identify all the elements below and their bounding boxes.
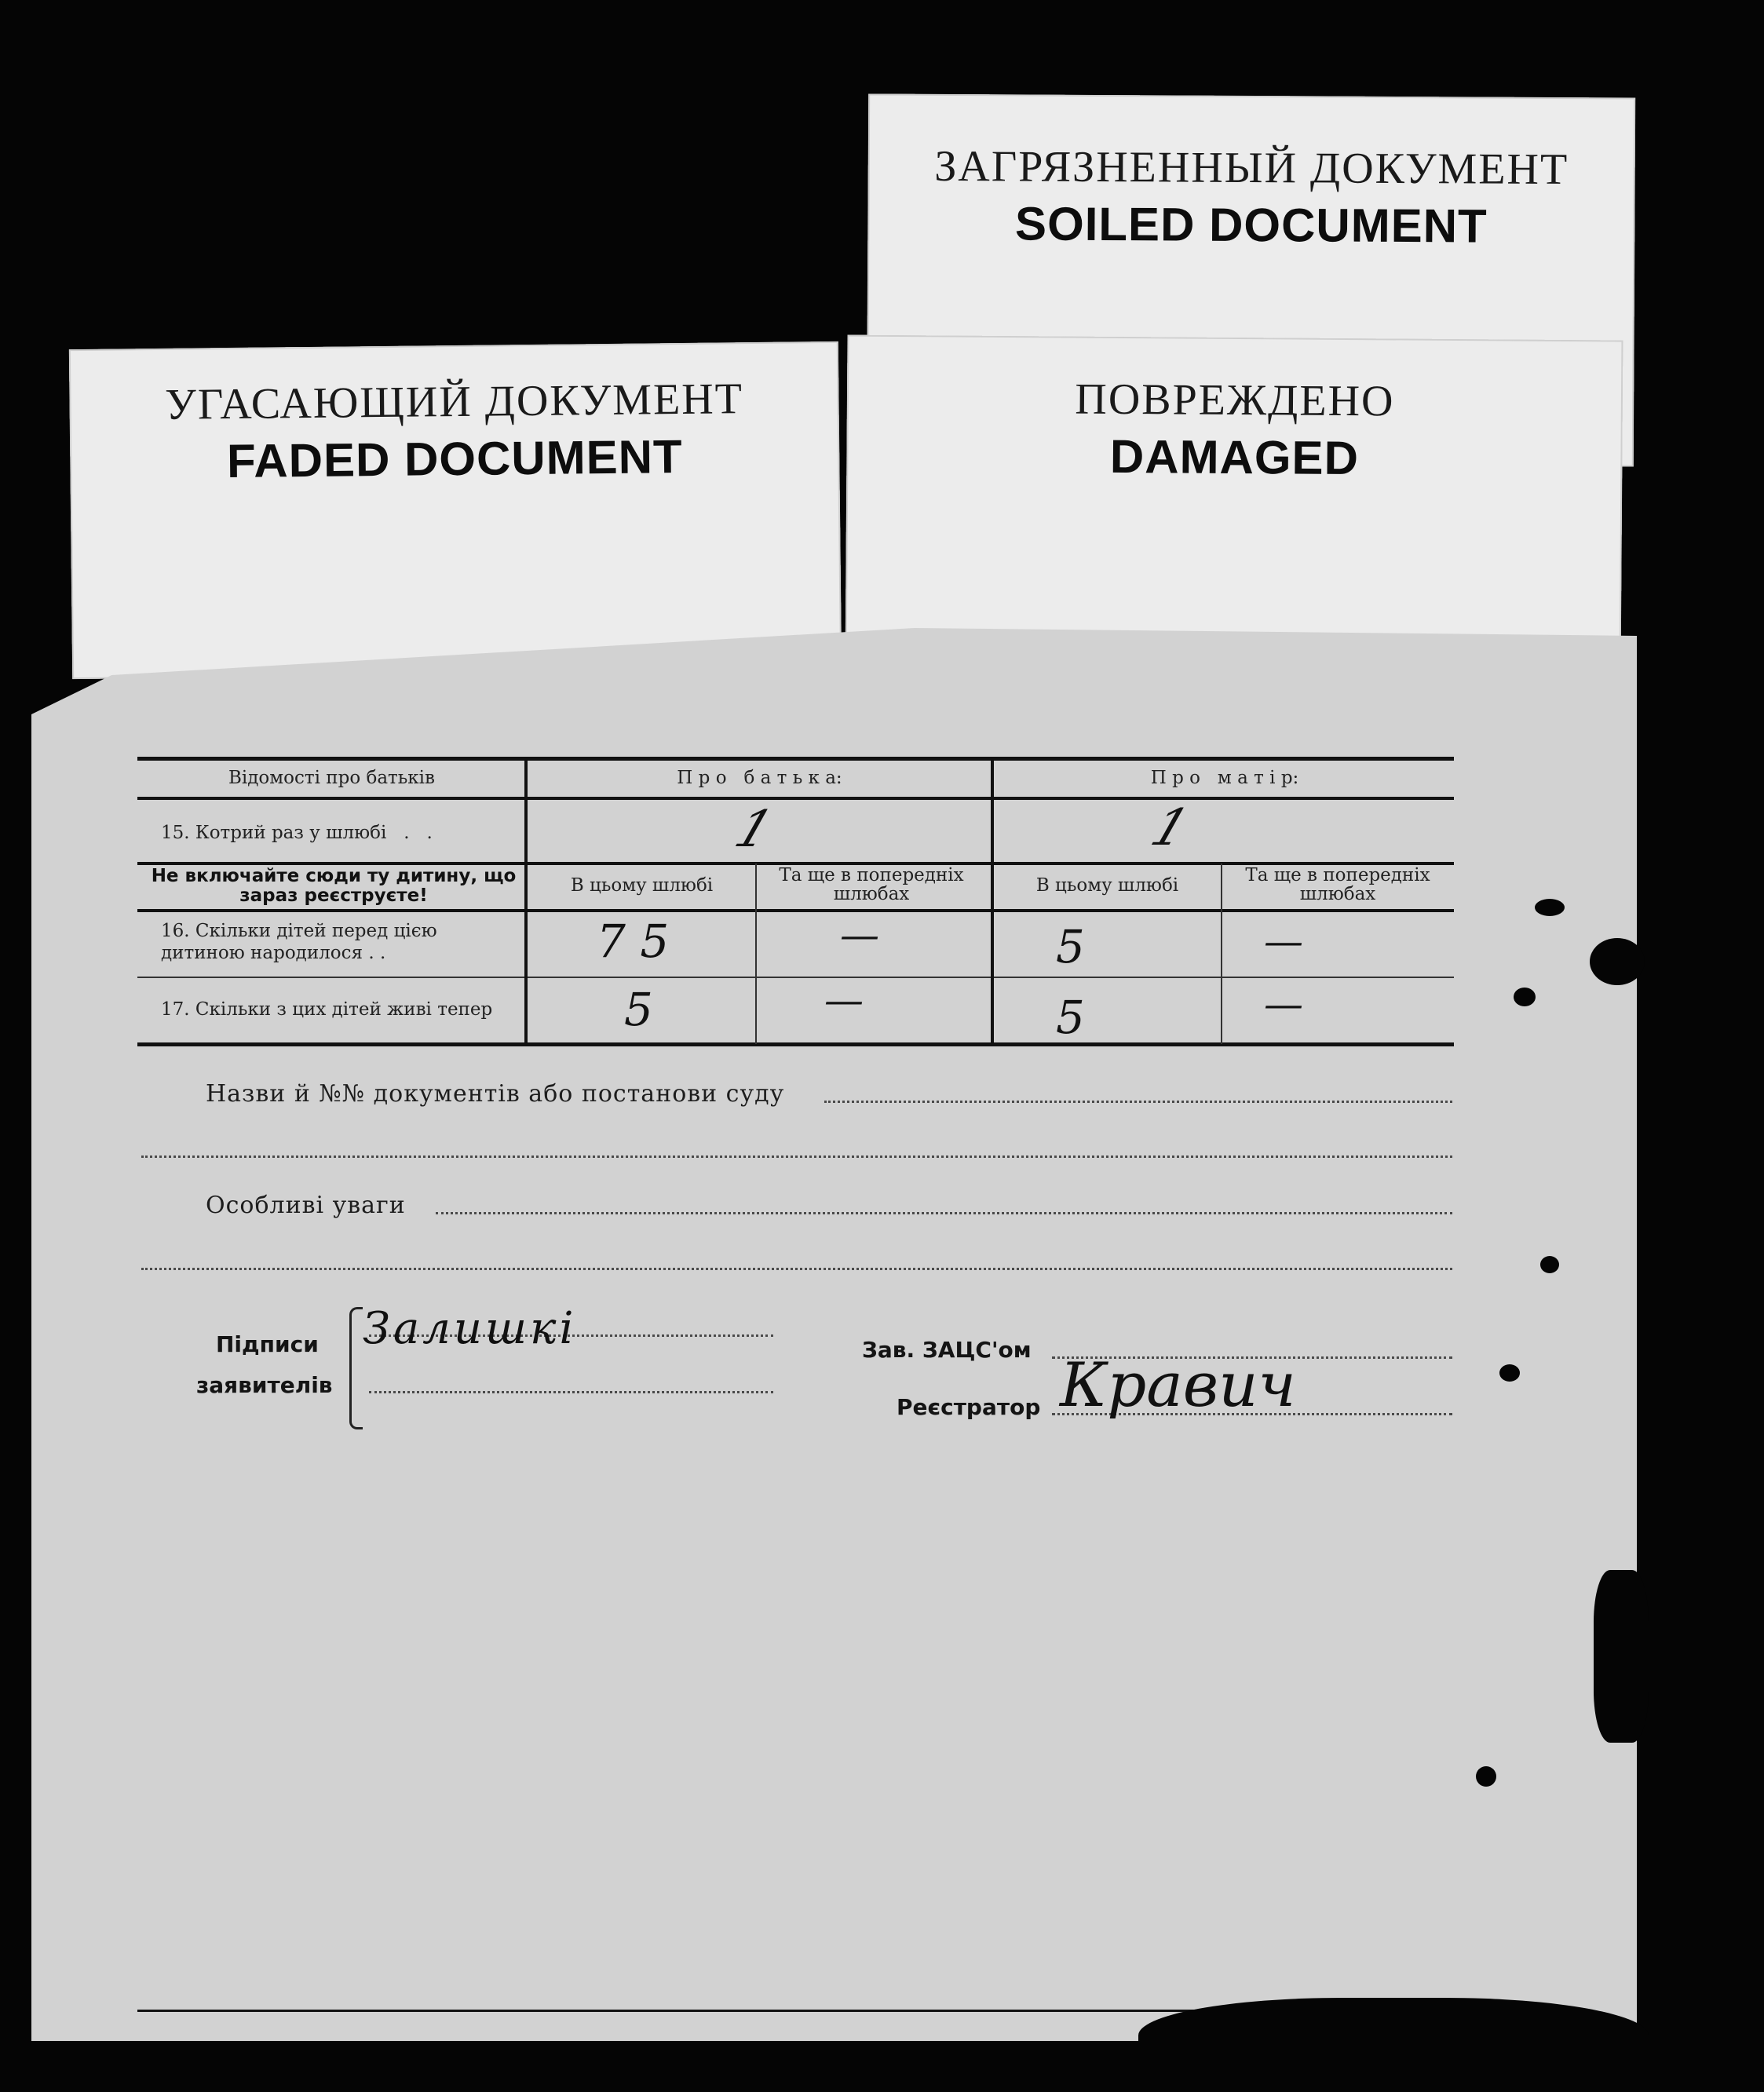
signatures-brace — [349, 1307, 363, 1429]
mother-previous-marriages-header: Та ще в попередніх шлюбах — [1245, 865, 1430, 904]
row17-label: 17. Скільки з цих дітей живі тепер — [161, 999, 493, 1020]
remarks-line-2 — [141, 1268, 1452, 1270]
mother-this-marriage-header: В цьому шлюбі — [1035, 875, 1179, 896]
father-this-marriage-header: В цьому шлюбі — [570, 875, 714, 896]
signatures-label-2: заявителів — [196, 1372, 333, 1398]
documents-line — [824, 1101, 1452, 1103]
faded-notice-en: FADED DOCUMENT — [226, 429, 683, 488]
row17-mother-this: 5 — [1056, 991, 1085, 1044]
applicant-signature: Залишкі — [363, 1303, 577, 1354]
father-previous-marriages-header: Та ще в попередніх шлюбах — [779, 865, 964, 904]
faded-document-notice — [69, 341, 842, 679]
damage-hole — [1514, 988, 1536, 1006]
exclude-child-note: Не включайте сюди ту дитину, що зараз реєструєте! — [151, 866, 517, 906]
remarks-label: Особливі уваги — [206, 1192, 406, 1219]
row16-mother-this: 5 — [1056, 920, 1085, 973]
damage-hole — [1476, 1766, 1496, 1787]
row17-father-this: 5 — [624, 983, 653, 1036]
row17-mother-prev: — — [1264, 981, 1303, 1027]
header-parents-info: Відомості про батьків — [228, 768, 435, 788]
documents-line-2 — [141, 1156, 1452, 1158]
head-of-registry-label: Зав. ЗАЦС'ом — [862, 1337, 1032, 1363]
remarks-line — [436, 1212, 1452, 1214]
header-about-mother: П р о м а т і р: — [1150, 768, 1299, 788]
row15-father-value: 1 — [727, 801, 781, 859]
documents-label: Назви й №№ документів або постанови суду — [206, 1080, 785, 1108]
registrar-signature: Кравич — [1060, 1350, 1296, 1421]
row16-father-prev: — — [840, 912, 879, 958]
soiled-notice-en: SOILED DOCUMENT — [1014, 197, 1488, 253]
damage-hole — [1499, 1364, 1520, 1382]
row16-label: 16. Скільки дітей перед цією дитиною народилося . . — [161, 921, 437, 963]
damage-hole — [1535, 899, 1565, 916]
damage-tear — [1590, 938, 1645, 985]
damaged-notice — [845, 335, 1623, 678]
faded-notice-ru: УГАСАЮЩИЙ ДОКУМЕНТ — [164, 374, 744, 429]
damage-hole — [1540, 1256, 1559, 1273]
row16-father-this: 7 5 — [597, 915, 670, 968]
row15-label: 15. Котрий раз у шлюбі . . — [161, 823, 433, 843]
damage-tear — [1594, 1570, 1649, 1743]
damage-bottom — [1138, 1998, 1649, 2092]
row17-father-prev: — — [824, 977, 864, 1023]
damaged-notice-ru: ПОВРЕЖДЕНО — [1075, 374, 1395, 426]
registrar-label: Реєстратор — [897, 1394, 1041, 1420]
applicant-signature-line-2 — [369, 1391, 773, 1393]
damaged-notice-en: DAMAGED — [1109, 429, 1360, 485]
header-about-father: П р о б а т ь к а: — [677, 768, 842, 788]
row15-mother-value: 1 — [1143, 799, 1197, 857]
row16-mother-prev: — — [1264, 918, 1303, 964]
signatures-label-1: Підписи — [216, 1331, 319, 1357]
soiled-notice-ru: ЗАГРЯЗНЕННЫЙ ДОКУМЕНТ — [934, 141, 1569, 195]
